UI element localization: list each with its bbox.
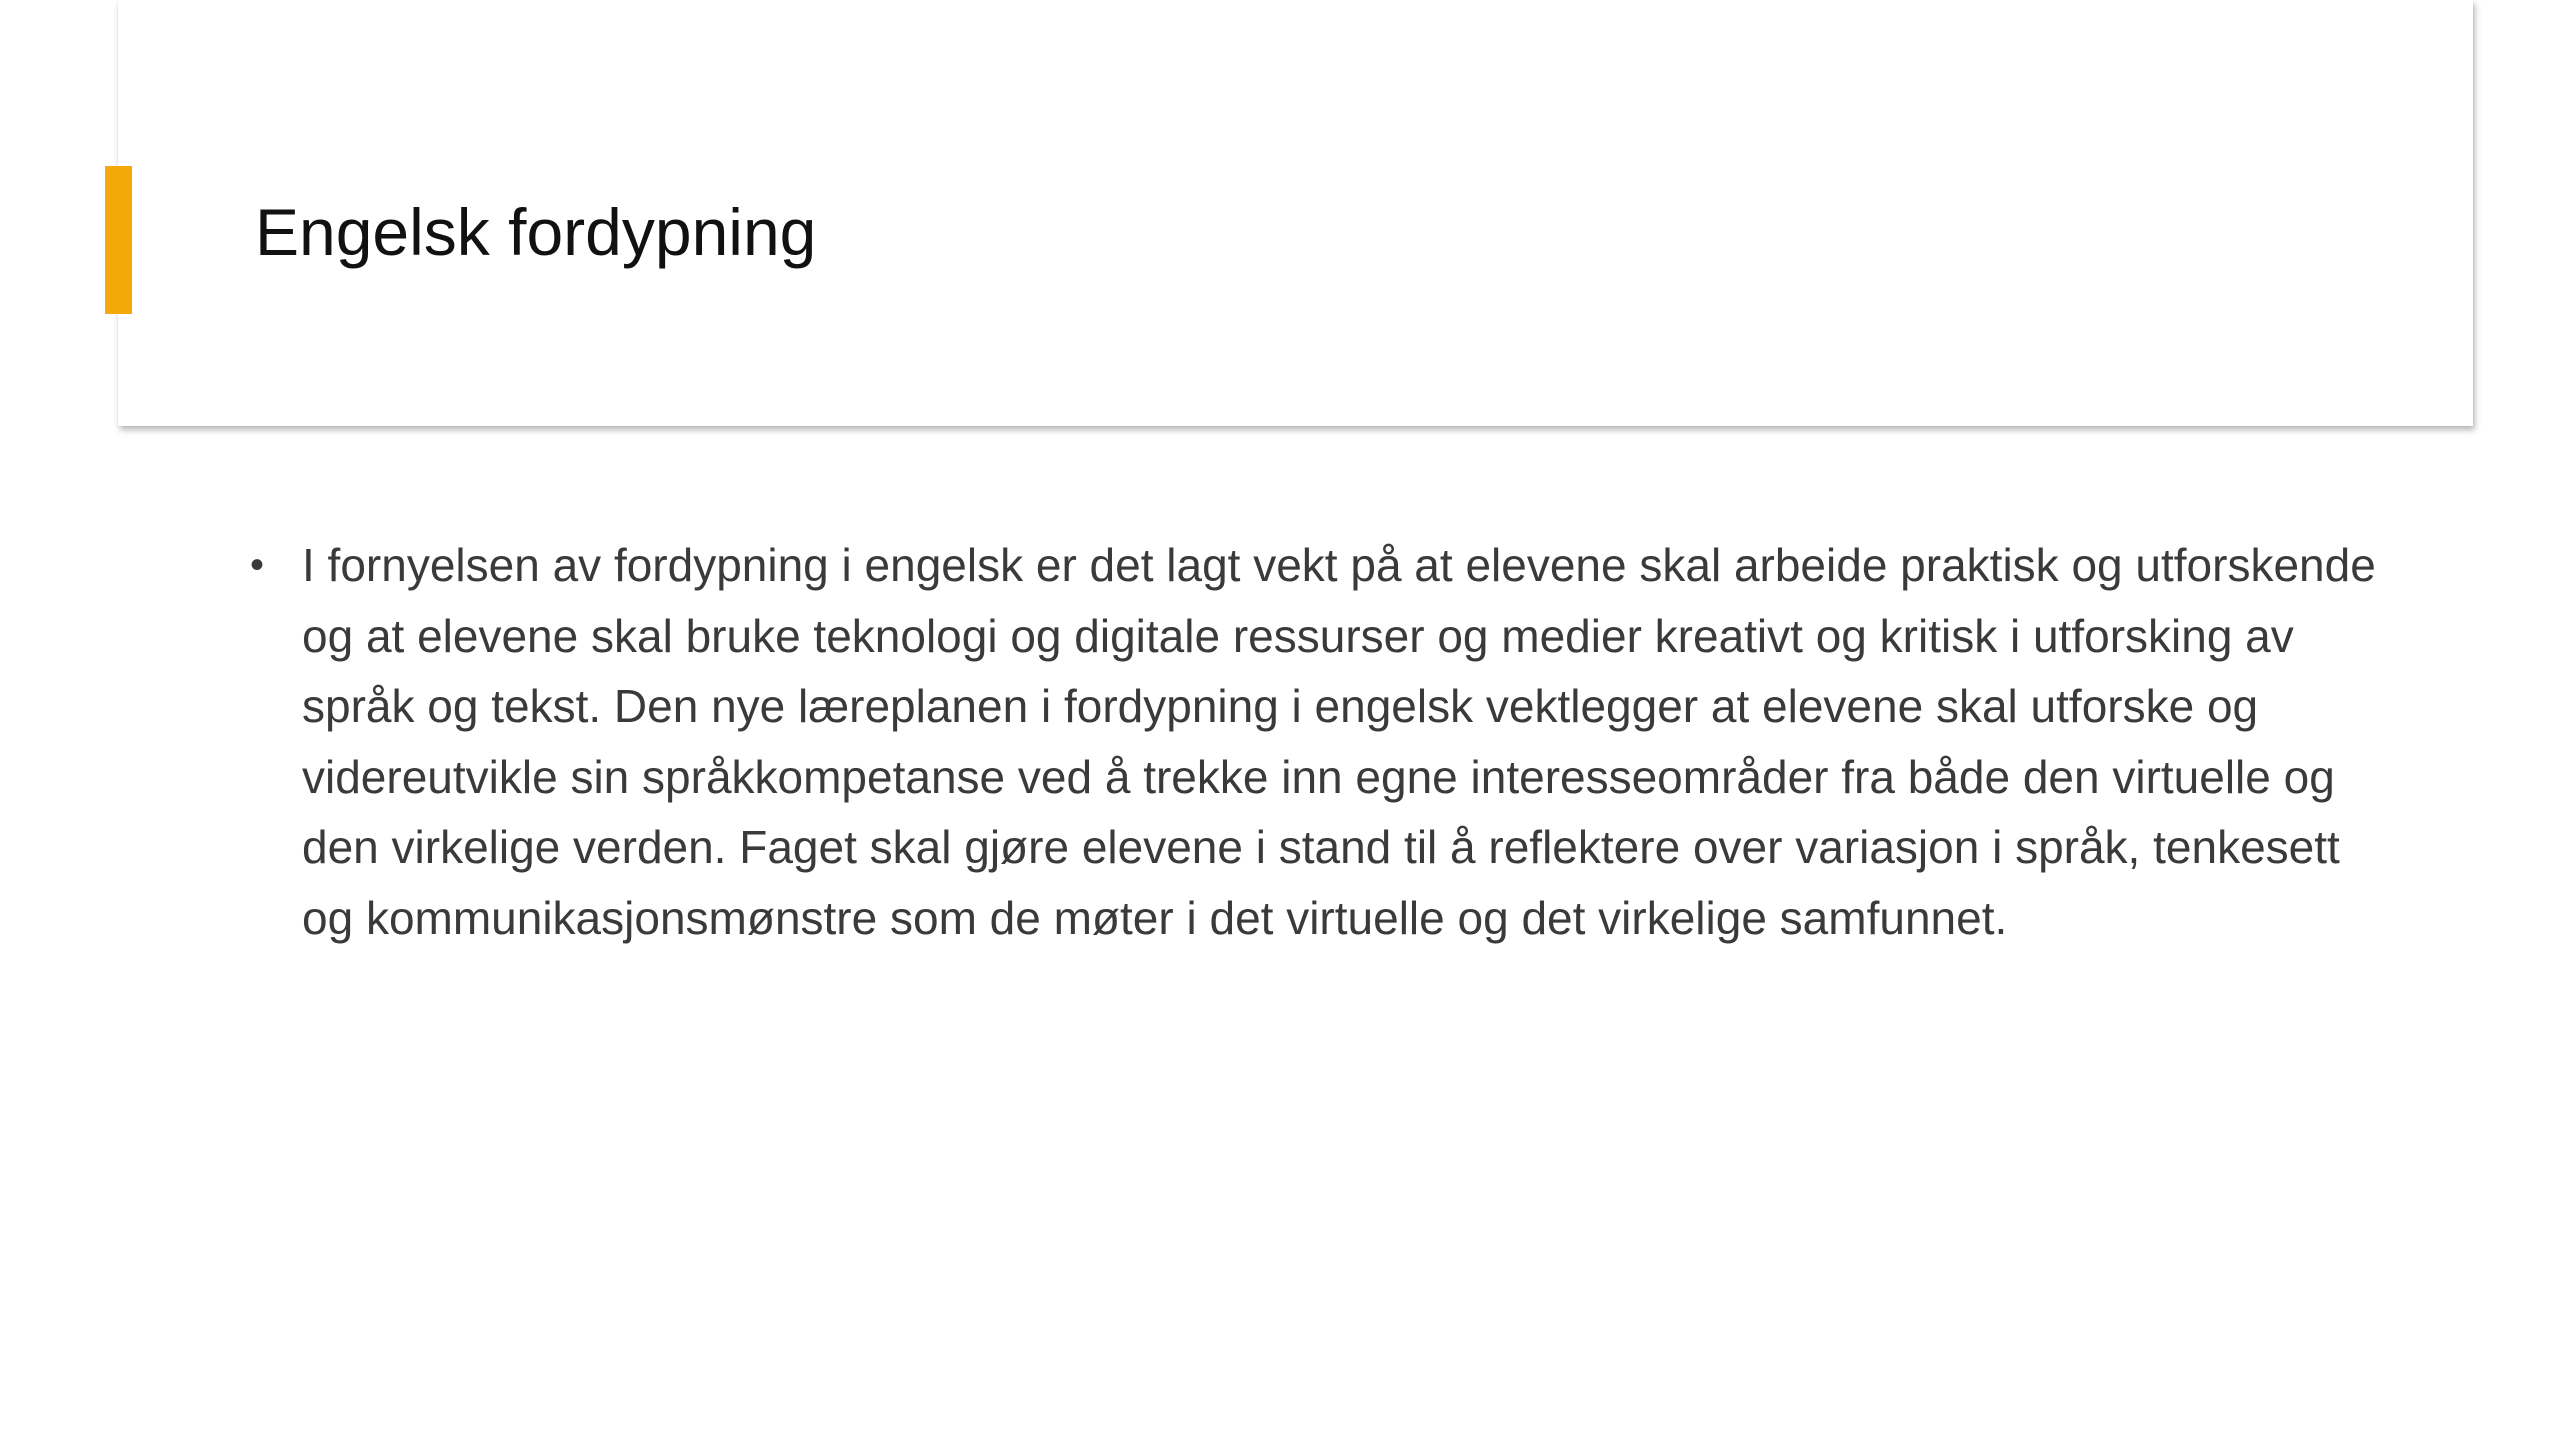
title-accent-bar: [105, 166, 132, 314]
slide-title: Engelsk fordypning: [255, 195, 817, 269]
bullet-marker: •: [250, 543, 265, 587]
bullet-text: I fornyelsen av fordypning i engelsk er det lagt vekt på at elevene skal arbeide praktisk og utforskende og at elevene skal bruke teknologi og digitale ressurser og medier kreativt og kritisk i utforsking av språk og tekst. Den nye læreplanen i fordypning i engelsk vektlegger at elevene skal utforske og videreutvikle sin språkkompetanse ved å trekke inn egne interesseområder fra både den virtuelle og den virkelige verden. Faget skal gjøre elevene i stand til å reflektere over variasjon i språk, tenkesett og kommunikasjonsmønstre som de møter i det virtuelle og det virkelige samfunnet.: [302, 539, 2376, 944]
slide-body: [250, 530, 2380, 953]
bullet-list: [250, 530, 2380, 953]
bullet-item: [250, 530, 2380, 953]
